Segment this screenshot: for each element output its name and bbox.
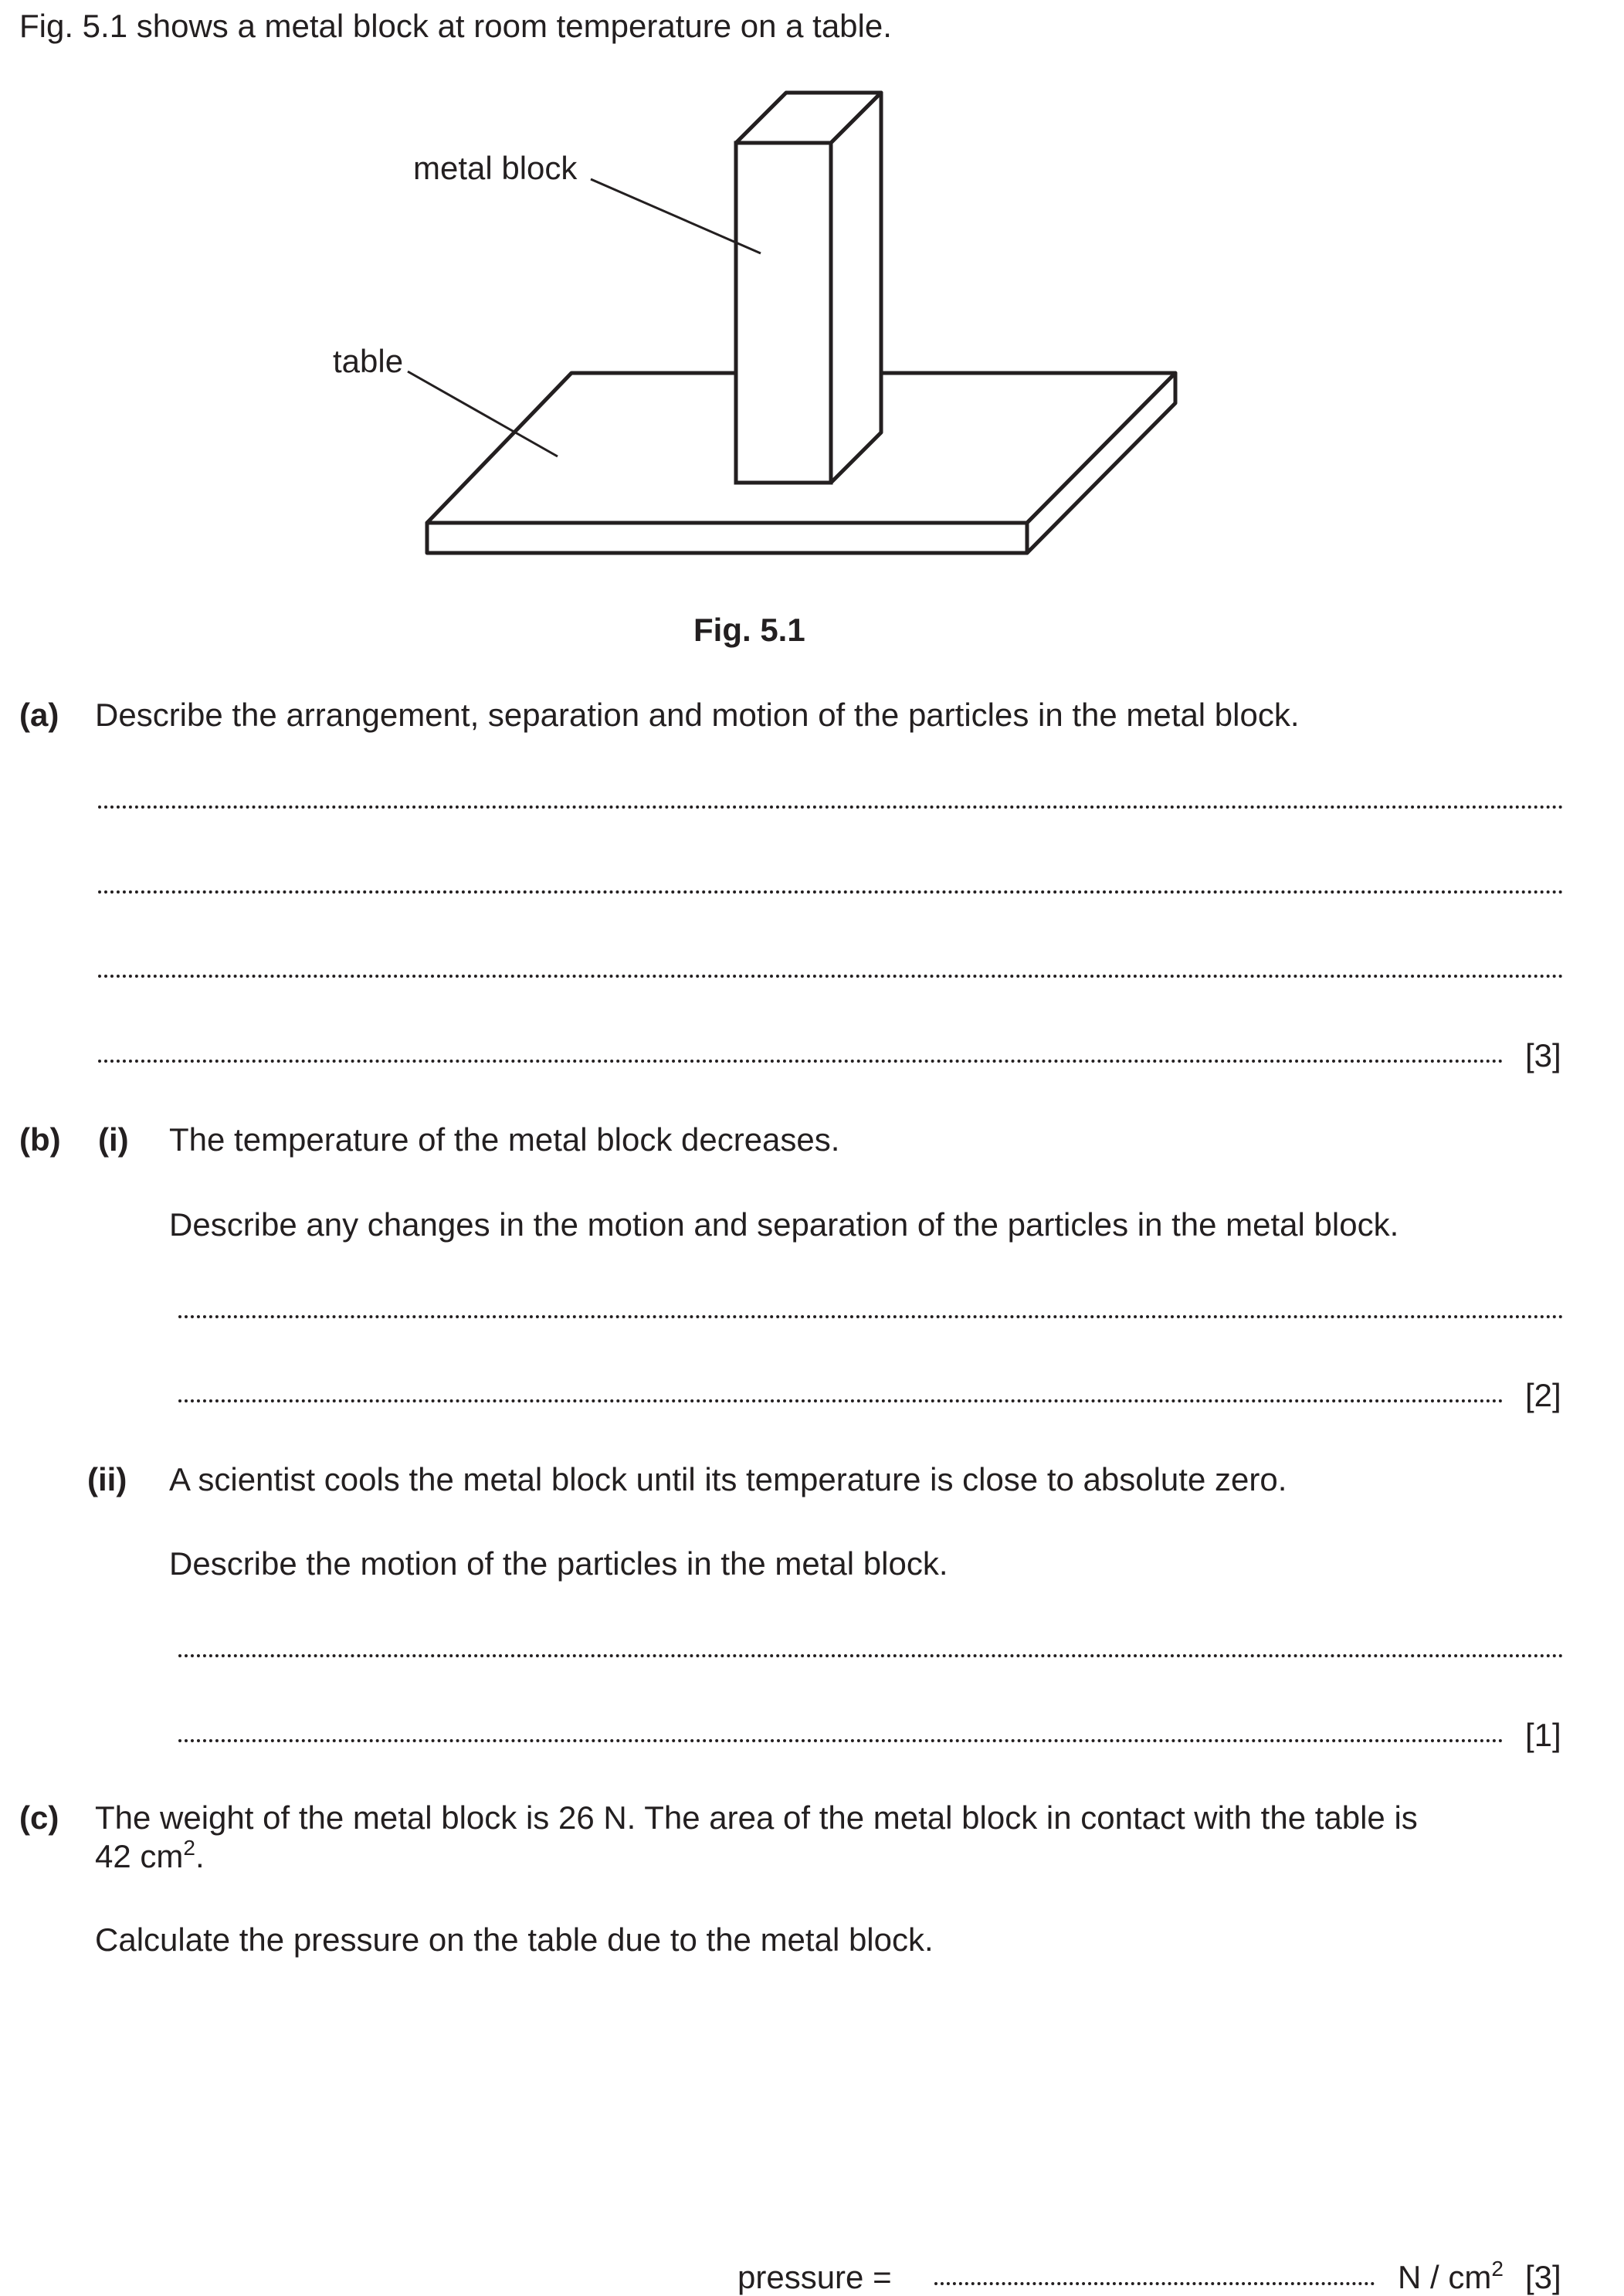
part-b-ii-statement: A scientist cools the metal block until its temperature is close to absolute zero.: [169, 1461, 1287, 1497]
part-c-line2: [95, 1838, 205, 1875]
answer-line-bi2[interactable]: [178, 1399, 1504, 1402]
part-a-question: Describe the arrangement, separation and motion of the particles in the metal block.: [95, 697, 1300, 733]
figure-5-1: [0, 0, 1624, 695]
answer-line-bi1[interactable]: [178, 1315, 1564, 1318]
pressure-unit-exponent: 2: [1491, 2257, 1504, 2281]
answer-line-a2[interactable]: [98, 890, 1564, 894]
part-a-label: (a): [19, 697, 59, 733]
pressure-answer-line[interactable]: [934, 2282, 1375, 2285]
part-c-label: (c): [19, 1799, 59, 1836]
part-b-label: (b): [19, 1121, 61, 1158]
part-c-area-exponent: 2: [183, 1836, 195, 1860]
figure-caption: Fig. 5.1: [693, 612, 805, 648]
pressure-label: pressure =: [737, 2259, 892, 2295]
part-c-area-value: 42 cm: [95, 1838, 184, 1874]
part-c-line2-end: .: [195, 1838, 205, 1874]
part-b-i-question: Describe any changes in the motion and separation of the particles in the metal block.: [169, 1206, 1399, 1243]
block-right-face: [831, 93, 881, 483]
part-c-marks: [3]: [1525, 2259, 1561, 2295]
part-b-i-statement: The temperature of the metal block decreases.: [169, 1121, 840, 1158]
answer-line-a1[interactable]: [98, 805, 1564, 809]
part-b-ii-label: (ii): [87, 1461, 127, 1497]
part-b-ii-question: Describe the motion of the particles in the metal block.: [169, 1545, 948, 1582]
part-b-i-marks: [2]: [1525, 1377, 1561, 1413]
block-front-face: [736, 143, 831, 483]
part-b-i-label: (i): [98, 1121, 129, 1158]
part-a-marks: [3]: [1525, 1037, 1561, 1073]
answer-line-bii2[interactable]: [178, 1739, 1504, 1742]
table-front-edge: [427, 523, 1027, 553]
label-metal-block: metal block: [413, 150, 578, 186]
part-c-line1: The weight of the metal block is 26 N. The area of the metal block in contact with the table is: [95, 1799, 1418, 1836]
pressure-unit-base: N / cm: [1398, 2259, 1492, 2295]
pressure-unit: [1398, 2259, 1504, 2296]
part-b-ii-marks: [1]: [1525, 1717, 1561, 1753]
label-table: table: [333, 343, 404, 379]
part-c-question: Calculate the pressure on the table due to the metal block.: [95, 1921, 934, 1958]
intro-text: Fig. 5.1 shows a metal block at room temperature on a table.: [19, 8, 892, 44]
answer-line-a3[interactable]: [98, 975, 1564, 978]
answer-line-bii1[interactable]: [178, 1654, 1564, 1657]
answer-line-a4[interactable]: [98, 1060, 1504, 1063]
